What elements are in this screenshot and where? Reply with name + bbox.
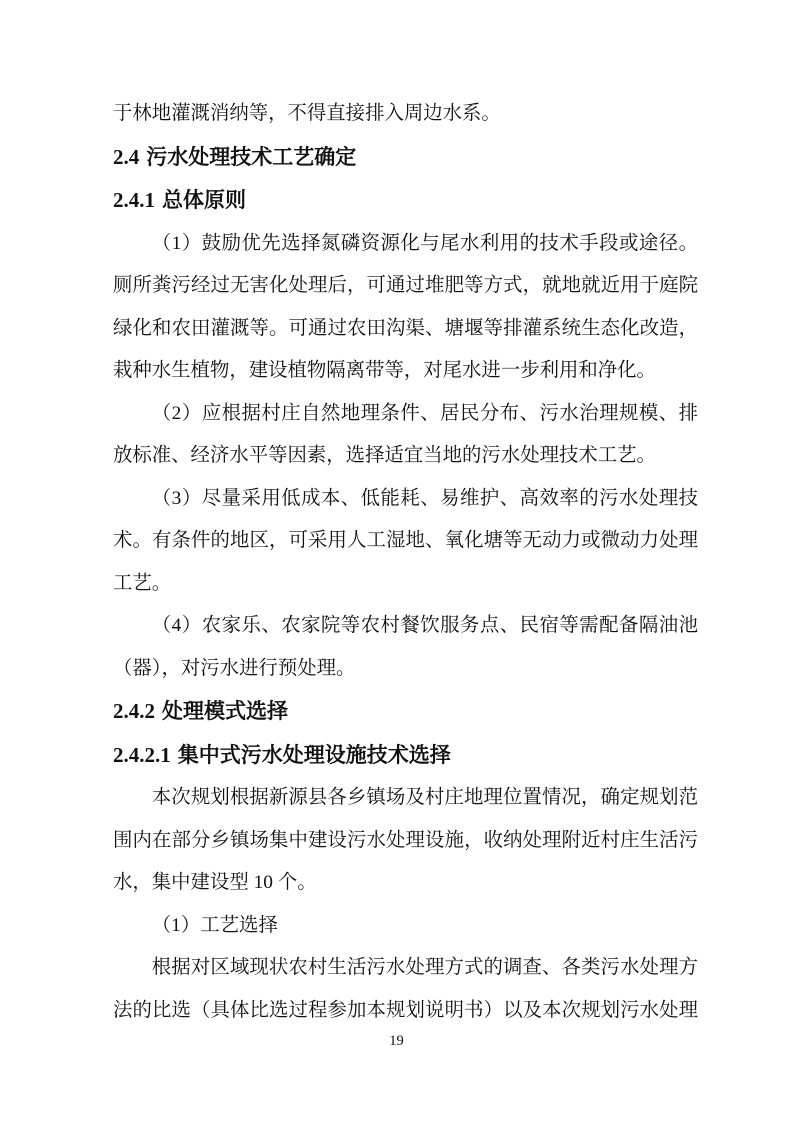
page-number: 19 xyxy=(389,1033,404,1049)
heading-2-4-2-1-number: 2.4.2.1 xyxy=(113,742,171,767)
heading-2-4 xyxy=(113,136,698,180)
paragraph-principle-2: （2）应根据村庄自然地理条件、居民分布、污水治理规模、排放标准、经济水平等因素，选择适宜当地的污水处理技术工艺。 xyxy=(113,402,698,466)
paragraph-centralized-plan: 本次规划根据新源县各乡镇场及村庄地理位置情况，确定规划范围内在部分乡镇场集中建设污水处理设施，收纳处理附近村庄生活污水，集中建设型 10 个。 xyxy=(113,787,698,893)
heading-2-4-2-1 xyxy=(113,734,698,778)
heading-2-4-number: 2.4 xyxy=(113,144,140,169)
heading-2-4-1 xyxy=(113,179,698,223)
heading-2-4-2-number: 2.4.2 xyxy=(113,699,155,723)
heading-2-4-1-title: 总体原则 xyxy=(162,189,246,212)
page-content xyxy=(113,93,698,1032)
paragraph-process-selection-body: 根据对区域现状农村生活污水处理方式的调查、各类污水处理方法的比选（具体比选过程参加本规划说明书）以及本次规划污水处理 xyxy=(113,957,698,1021)
paragraph-principle-1: （1）鼓励优先选择氮磷资源化与尾水利用的技术手段或途径。厕所粪污经过无害化处理后，可通过堆肥等方式，就地就近用于庭院绿化和农田灌溉等。可通过农田沟渠、塘堰等排灌系统生态化改造，栽种水生植物，建设植物隔离带等，对尾水进一步利用和净化。 xyxy=(113,232,698,381)
heading-2-4-2-1-title: 集中式污水处理设施技术选择 xyxy=(177,743,451,767)
heading-2-4-title: 污水处理技术工艺确定 xyxy=(146,145,357,169)
paragraph-principle-4: （4）农家乐、农家院等农村餐饮服务点、民宿等需配备隔油池（器），对污水进行预处理。 xyxy=(113,615,698,679)
heading-2-4-1-number: 2.4.1 xyxy=(113,188,155,212)
paragraph-process-selection-label: （1）工艺选择 xyxy=(151,914,278,936)
heading-2-4-2-title: 处理模式选择 xyxy=(162,700,288,723)
paragraph-principle-3: （3）尽量采用低成本、低能耗、易维护、高效率的污水处理技术。有条件的地区，可采用人工湿地、氧化塘等无动力或微动力处理工艺。 xyxy=(113,487,698,594)
paragraph-intro-continuation: 于林地灌溉消纳等，不得直接排入周边水系。 xyxy=(113,103,501,124)
heading-2-4-2 xyxy=(113,690,698,734)
